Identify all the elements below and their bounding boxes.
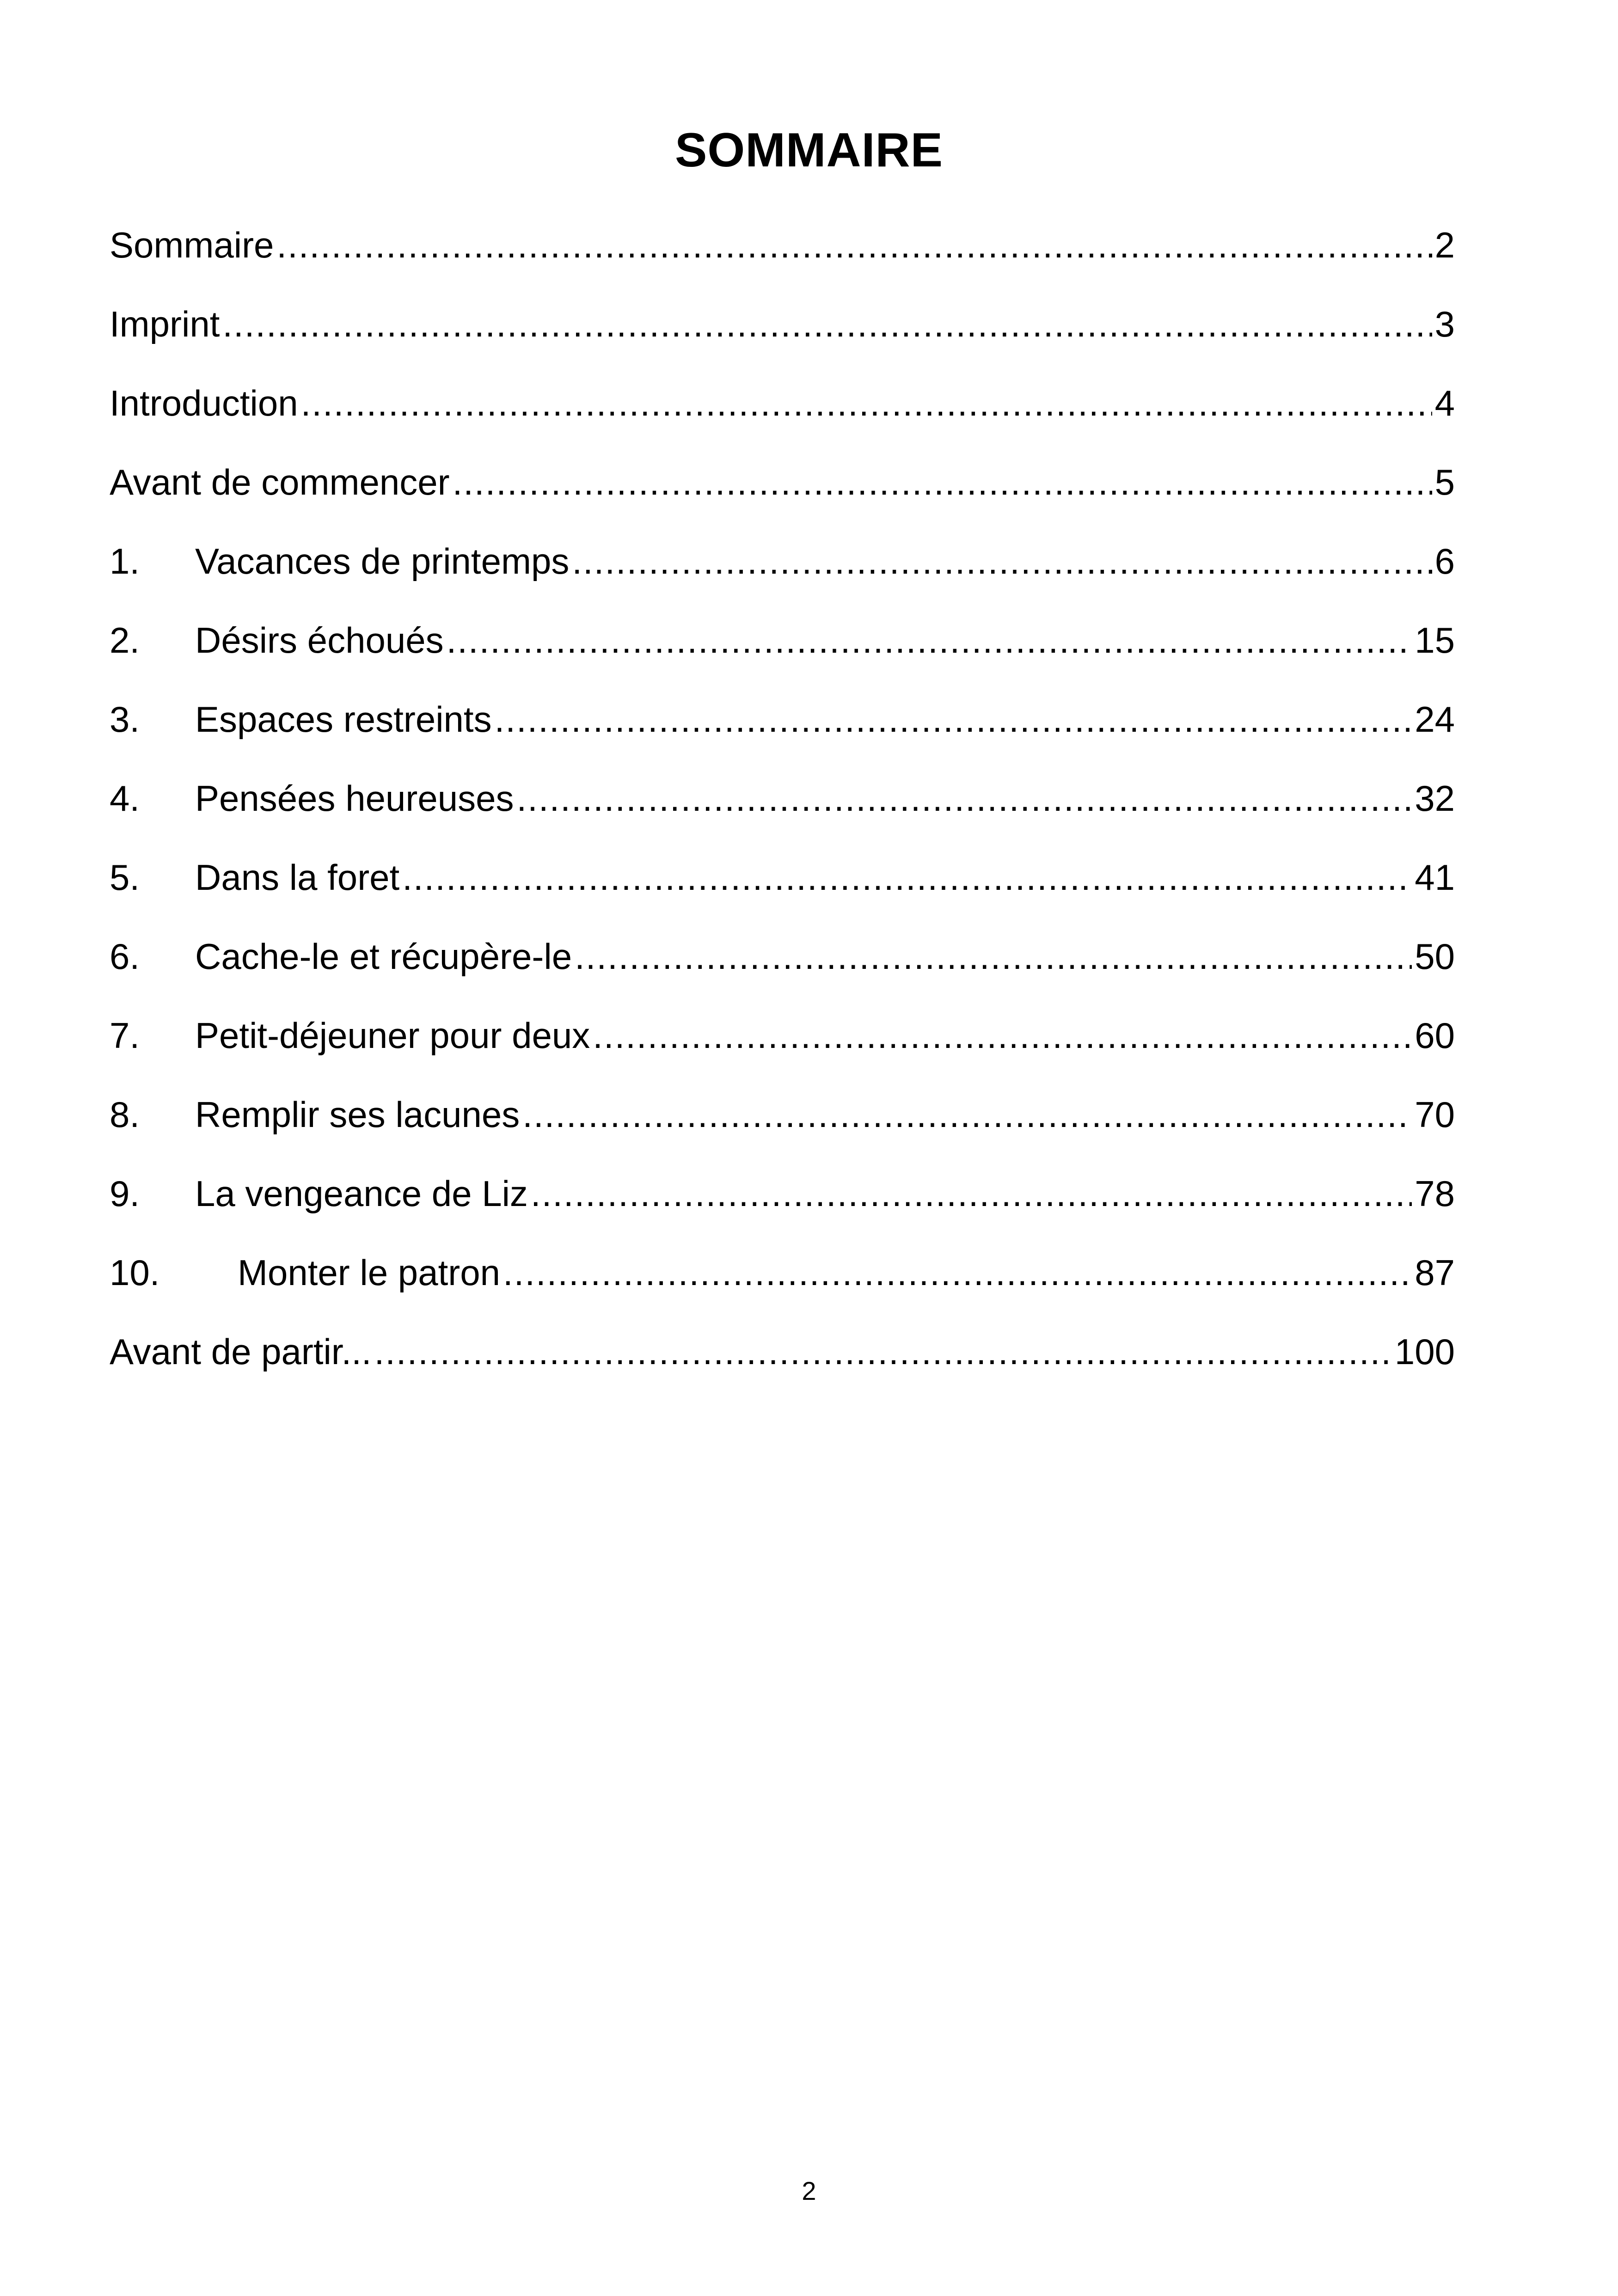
toc-entry[interactable] — [110, 215, 1455, 294]
toc-leader-dots — [301, 373, 1432, 433]
toc-leader-dots — [374, 1322, 1392, 1382]
toc-entry-title: La vengeance de Liz — [195, 1173, 528, 1214]
toc-entry[interactable] — [110, 1322, 1455, 1401]
toc-leader-dots — [447, 610, 1412, 670]
toc-leader-dots — [516, 768, 1412, 828]
toc-entry-page: 70 — [1415, 1094, 1455, 1135]
toc-entry-page: 78 — [1415, 1173, 1455, 1214]
toc-entry-page: 100 — [1394, 1331, 1455, 1372]
toc-entry-page: 4 — [1434, 383, 1455, 423]
toc-entry[interactable] — [110, 531, 1455, 610]
toc-entry[interactable] — [110, 1163, 1455, 1243]
toc-entry[interactable] — [110, 689, 1455, 768]
toc-entry-number: 6. — [110, 936, 140, 977]
toc-entry-title: Espaces restreints — [195, 699, 492, 740]
toc-entry-page: 50 — [1415, 936, 1455, 977]
toc-leader-dots — [402, 847, 1412, 907]
table-of-contents — [110, 215, 1455, 1401]
toc-entry-title: Sommaire — [110, 225, 274, 265]
toc-entry-page: 3 — [1434, 304, 1455, 344]
toc-entry[interactable] — [110, 1243, 1455, 1322]
toc-entry-page: 87 — [1415, 1252, 1455, 1293]
toc-leader-dots — [531, 1163, 1412, 1224]
toc-entry-title: Introduction — [110, 383, 298, 423]
page-title: SOMMAIRE — [675, 123, 943, 177]
toc-entry-title: Remplir ses lacunes — [195, 1094, 520, 1135]
toc-leader-dots — [222, 294, 1432, 354]
toc-entry-number: 3. — [110, 699, 140, 740]
toc-entry[interactable] — [110, 768, 1455, 847]
toc-leader-dots — [276, 215, 1432, 275]
toc-entry-number: 7. — [110, 1015, 140, 1056]
toc-entry[interactable] — [110, 926, 1455, 1005]
toc-entry[interactable] — [110, 294, 1455, 373]
toc-entry[interactable] — [110, 373, 1455, 452]
toc-entry-title: Cache-le et récupère-le — [195, 936, 572, 977]
toc-leader-dots — [453, 452, 1432, 512]
toc-entry-number: 4. — [110, 778, 140, 819]
toc-entry-page: 2 — [1434, 225, 1455, 265]
toc-leader-dots — [575, 926, 1412, 986]
toc-entry-title: Monter le patron — [238, 1252, 500, 1293]
toc-entry[interactable] — [110, 452, 1455, 531]
toc-entry-title: Désirs échoués — [195, 620, 444, 661]
toc-entry-number: 5. — [110, 857, 140, 898]
toc-entry-title: Vacances de printemps — [195, 541, 570, 582]
toc-entry[interactable] — [110, 1005, 1455, 1084]
toc-leader-dots — [495, 689, 1412, 749]
toc-entry-page: 15 — [1415, 620, 1455, 661]
toc-entry-title: Petit-déjeuner pour deux — [195, 1015, 590, 1056]
toc-leader-dots — [522, 1084, 1412, 1145]
toc-entry-page: 60 — [1415, 1015, 1455, 1056]
toc-entry-page: 6 — [1434, 541, 1455, 582]
toc-entry[interactable] — [110, 847, 1455, 926]
toc-leader-dots — [572, 531, 1432, 591]
toc-entry-title: Pensées heureuses — [195, 778, 514, 819]
toc-entry-title: Avant de partir... — [110, 1331, 372, 1372]
toc-entry-page: 24 — [1415, 699, 1455, 740]
toc-leader-dots — [503, 1243, 1412, 1303]
toc-entry[interactable] — [110, 610, 1455, 689]
toc-entry-title: Dans la foret — [195, 857, 400, 898]
toc-entry-number: 10. — [110, 1252, 160, 1293]
toc-entry-number: 2. — [110, 620, 140, 661]
toc-entry[interactable] — [110, 1084, 1455, 1163]
toc-entry-page: 32 — [1415, 778, 1455, 819]
toc-entry-number: 9. — [110, 1173, 140, 1214]
toc-entry-title: Avant de commencer — [110, 462, 450, 502]
toc-entry-number: 8. — [110, 1094, 140, 1135]
toc-entry-number: 1. — [110, 541, 140, 582]
toc-entry-page: 5 — [1434, 462, 1455, 502]
page-number: 2 — [802, 2176, 816, 2205]
toc-entry-title: Imprint — [110, 304, 220, 344]
toc-leader-dots — [593, 1005, 1412, 1065]
toc-entry-page: 41 — [1415, 857, 1455, 898]
